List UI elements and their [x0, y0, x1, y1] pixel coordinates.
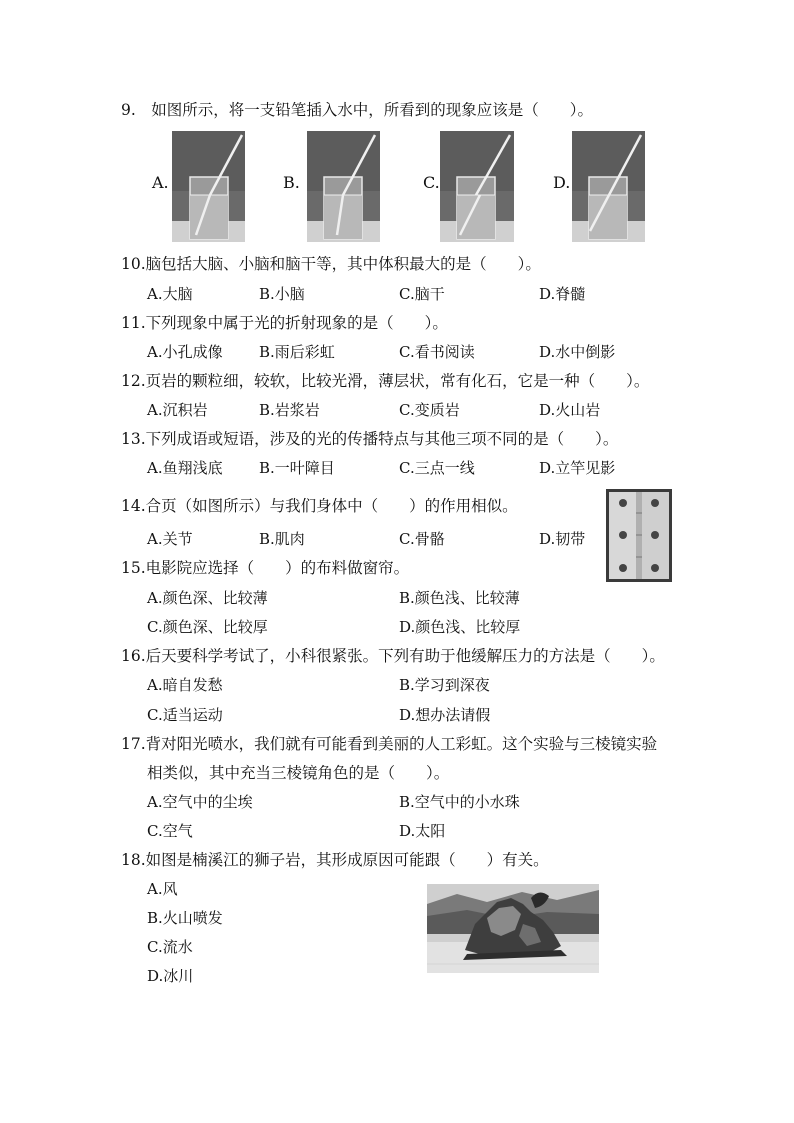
- q16-option-d: D.想办法请假: [399, 706, 491, 724]
- q13-option-a: A.鱼翔浅底: [147, 459, 223, 477]
- q18-option-b: B.火山喷发: [147, 909, 223, 927]
- q17-option-c: C.空气: [147, 822, 193, 840]
- pencil-in-water-photo-b: [307, 131, 380, 242]
- question-17-stem-line1: 17.背对阳光喷水，我们就有可能看到美丽的人工彩虹。这个实验与三棱镜实验: [121, 735, 658, 753]
- q16-option-a: A.暗自发愁: [147, 676, 223, 694]
- q18-option-a: A.风: [147, 880, 178, 898]
- q15-option-b: B.颜色浅、比较薄: [399, 589, 520, 607]
- q14-option-c: C.骨骼: [399, 530, 445, 548]
- q10-option-a: A.大脑: [147, 285, 193, 303]
- q9-option-a-label: A.: [152, 173, 169, 192]
- q15-option-a: A.颜色深、比较薄: [147, 589, 268, 607]
- q12-option-a: A.沉积岩: [147, 401, 208, 419]
- q13-option-c: C.三点一线: [399, 459, 475, 477]
- q15-option-c: C.颜色深、比较厚: [147, 618, 268, 636]
- q18-option-d: D.冰川: [147, 967, 194, 985]
- q11-option-c: C.看书阅读: [399, 343, 475, 361]
- q14-option-a: A.关节: [147, 530, 193, 548]
- q12-option-c: C.变质岩: [399, 401, 460, 419]
- q15-option-d: D.颜色浅、比较厚: [399, 618, 521, 636]
- hinge-photo: [606, 489, 672, 582]
- question-14-stem: 14.合页（如图所示）与我们身体中（ ）的作用相似。: [121, 497, 518, 515]
- q10-option-c: C.脑干: [399, 285, 445, 303]
- q17-option-a: A.空气中的尘埃: [147, 793, 253, 811]
- q10-option-d: D.脊髓: [539, 285, 586, 303]
- pencil-in-water-photo-a: [172, 131, 245, 242]
- q11-option-b: B.雨后彩虹: [259, 343, 335, 361]
- pencil-in-water-photo-d: [572, 131, 645, 242]
- q16-option-c: C.适当运动: [147, 706, 223, 724]
- question-15-stem: 15.电影院应选择（ ）的布料做窗帘。: [121, 559, 410, 577]
- q14-option-d: D.韧带: [539, 530, 586, 548]
- q13-option-d: D.立竿见影: [539, 459, 616, 477]
- q11-option-a: A.小孔成像: [147, 343, 223, 361]
- q11-option-d: D.水中倒影: [539, 343, 616, 361]
- pencil-in-water-photo-c: [440, 131, 514, 242]
- q12-option-b: B.岩浆岩: [259, 401, 320, 419]
- question-10-stem: 10.脑包括大脑、小脑和脑干等，其中体积最大的是（ ）。: [121, 255, 541, 273]
- question-13-stem: 13.下列成语或短语，涉及的光的传播特点与其他三项不同的是（ ）。: [121, 430, 619, 448]
- q18-option-c: C.流水: [147, 938, 193, 956]
- q16-option-b: B.学习到深夜: [399, 676, 490, 694]
- question-18-stem: 18.如图是楠溪江的狮子岩，其形成原因可能跟（ ）有关。: [121, 851, 549, 869]
- q17-option-d: D.太阳: [399, 822, 446, 840]
- question-11-stem: 11.下列现象中属于光的折射现象的是（ ）。: [121, 314, 448, 332]
- q9-option-d-label: D.: [553, 173, 571, 192]
- question-16-stem: 16.后天要科学考试了，小科很紧张。下列有助于他缓解压力的方法是（ ）。: [121, 647, 665, 665]
- q13-option-b: B.一叶障目: [259, 459, 335, 477]
- lion-rock-photo: [427, 884, 599, 973]
- q9-option-c-label: C.: [423, 173, 440, 192]
- q10-option-b: B.小脑: [259, 285, 305, 303]
- q17-option-b: B.空气中的小水珠: [399, 793, 520, 811]
- q14-option-b: B.肌肉: [259, 530, 305, 548]
- q12-option-d: D.火山岩: [539, 401, 601, 419]
- q9-option-b-label: B.: [283, 173, 300, 192]
- question-12-stem: 12.页岩的颗粒细，较软，比较光滑，薄层状，常有化石，它是一种（ ）。: [121, 372, 650, 390]
- question-9-stem: 9. 如图所示，将一支铅笔插入水中，所看到的现象应该是（ ）。: [121, 101, 594, 119]
- question-17-stem-line2: 相类似，其中充当三棱镜角色的是（ ）。: [147, 764, 450, 782]
